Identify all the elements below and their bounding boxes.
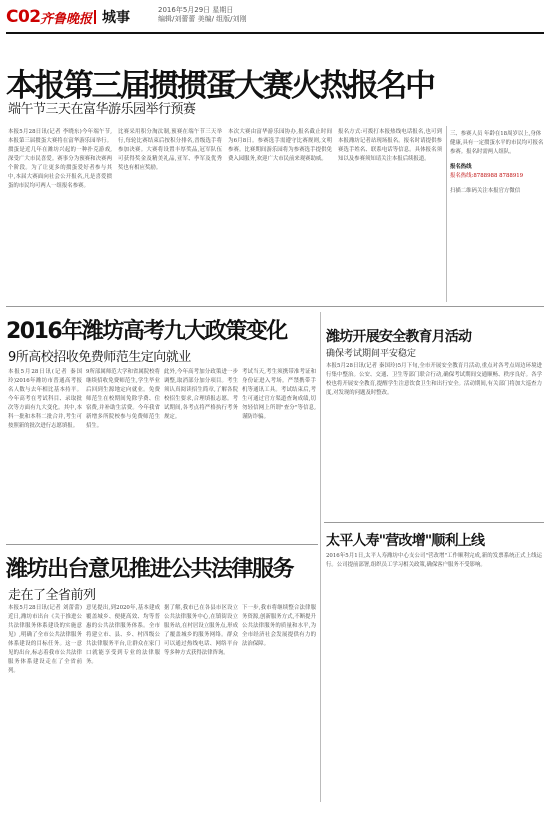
story5-column-2: 意见提出,到2020年,基本建成覆盖城乡、便捷高效、均等普惠的公共法律服务体系。全市将建立市、县、乡、村四级公共法律服务平台,让群众在家门口就能享受到专业的法律服务。 [86, 605, 160, 665]
masthead-editors: 编辑/刘蕾蕾 美编/ 组版/刘刚 [158, 15, 247, 23]
story1-bottom-rule [6, 306, 544, 307]
story4-headline: 太平人寿"营改增"顺利上线 [326, 533, 485, 549]
story5-column-3: 据了解,我市已在各县市区设立公共法律服务中心,在镇街设立服务站,在村居设立服务点,形成了覆盖城乡的服务网络。群众可以通过热线电话、网络平台等多种方式获得法律咨询。 [164, 605, 238, 656]
story1-headline: 本报第三届掼掼蛋大赛火热报名中 [6, 68, 434, 104]
story3-headline: 潍坊开展安全教育月活动 [326, 329, 472, 345]
column-divider-right [320, 312, 321, 802]
story2-bottom-rule [6, 544, 318, 545]
story4-body: 2016年5月1日,太平人寿潍坊中心支公司"营改增"工作顺利完成,新的发票系统正式上线运行。公司提前部署,组织员工学习相关政策,确保客户服务不受影响。 [326, 553, 542, 568]
story5-subheadline: 走在了全省前列 [8, 588, 96, 603]
story1-column-1: 本报5月28日讯(记者 李晓东)今年端午节,本报第三届掼蛋大赛将在富华游乐园举行。掼蛋是近几年在潍坊兴起的一种扑克游戏,深受广大市民喜爱。赛事分为预赛和决赛两个阶段。为了让更多的掼蛋爱好者参与其中,本届大赛面向社会公开报名,凡是喜爱掼蛋的市民均可两人一组报名参赛。 [8, 129, 112, 189]
story1-column-4: 报名方式:可拨打本报热线电话报名,也可到本报潍坊记者站现场报名。报名时请提供参赛选手姓名、联系电话等信息。具体报名须知以及参赛须知请关注本报后续报道。 [338, 129, 442, 162]
masthead [6, 4, 544, 30]
story1-box-hotline: 报名热线:8788988 8788919 [450, 173, 524, 179]
story2-subheadline: 9所高校招收免费师范生定向就业 [8, 350, 191, 365]
masthead-meta [158, 6, 247, 24]
masthead-date: 2016年5月29日 星期日 [158, 6, 234, 14]
story2-column-4: 考试当天,考生须携带准考证和身份证进入考场。严禁携带手机等通讯工具。考试结束后,考生可通过官方渠道查询成绩,切勿轻信网上所谓"查分"等信息,谨防诈骗。 [242, 369, 316, 420]
story3-bottom-rule [324, 522, 544, 523]
page-number: C02 [6, 7, 41, 27]
masthead-rule [6, 32, 544, 34]
section-name: 城事 [102, 10, 130, 26]
story3-body: 本报5月28日讯(记者 秦国玲)5月下旬,全市开展安全教育月活动,重点对各考点周边环境进行集中整治。公安、交通、卫生等部门联合行动,确保考试期间交通顺畅、秩序良好。各学校也将开展安全教育,提醒学生注意饮食卫生和出行安全。活动期间,有关部门将加大巡查力度,对发现的问题及时整改。 [326, 363, 542, 396]
story1-box-divider [446, 126, 447, 302]
story1-box-title: 报名热线 [450, 164, 472, 170]
story1-column-2: 比赛采用积分淘汰制,预赛在端午节三天举行,每轮比赛结束后按积分排名,晋级选手将参加决赛。大赛将设置丰厚奖品,冠军队伍可获得奖金及精美礼品,亚军、季军及优秀奖也有相应奖励。 [118, 129, 222, 171]
story1-column-3: 本次大赛由富华游乐园协办,报名截止时间为6月8日。参赛选手需遵守比赛规则,文明参赛。比赛期间游乐园将为参赛选手提供免费入园服务,欢迎广大市民前来观赛助威。 [228, 129, 332, 162]
story1-sidebar-box [450, 130, 544, 300]
story5-column-4: 下一步,我市将继续整合法律服务资源,创新服务方式,不断提升公共法律服务的质量和水平,为全市经济社会发展提供有力的法治保障。 [242, 605, 316, 647]
story5-headline: 潍坊出台意见推进公共法律服务 [6, 557, 294, 582]
story3-subheadline: 确保考试期间平安稳定 [326, 349, 417, 359]
story2-column-2: 9所部属师范大学和省属院校将继续招收免费师范生,学生毕业后回到生源地定向就业。免费师范生在校期间免除学费、住宿费,并补助生活费。今年我省新增多所院校参与免费师范生招生。 [86, 369, 160, 429]
story1-box-footer: 扫描二维码关注本报官方微信 [450, 188, 521, 194]
story5-column-1: 本报5月28日讯(记者 刘蕾蕾)近日,潍坊市出台《关于推进公共法律服务体系建设的实施意见》,明确了全市公共法律服务体系建设的目标任务。这一意见的出台,标志着我市公共法律服务体系建设走在了全省前列。 [8, 605, 82, 674]
newspaper-logo: 齐鲁晚报 [40, 12, 93, 27]
story2-column-3: 此外,今年高考加分政策进一步调整,取消部分加分项目。考生须认真阅读招生简章,了解各院校招生要求,合理填报志愿。考试期间,各考点将严格执行考务规定。 [164, 369, 238, 420]
story2-column-1: 本报5月28日讯(记者 秦国玲)2016年潍坊市普通高考报名人数与去年相比基本持平。今年高考在考试科目、录取批次等方面有九大变化。其中,本科一批和本科二批合并,考生可按照新的批次进行志愿填报。 [8, 369, 82, 429]
story1-box-body: 三、参赛人员 年龄在18周岁以上,身体健康,具有一定掼蛋水平的市民均可报名参赛。报名时需两人组队。 [450, 131, 544, 155]
story2-headline: 2016年潍坊高考九大政策变化 [6, 319, 287, 344]
masthead-separator [94, 10, 96, 24]
story1-subheadline: 端午节三天在富华游乐园举行预赛 [8, 102, 196, 117]
